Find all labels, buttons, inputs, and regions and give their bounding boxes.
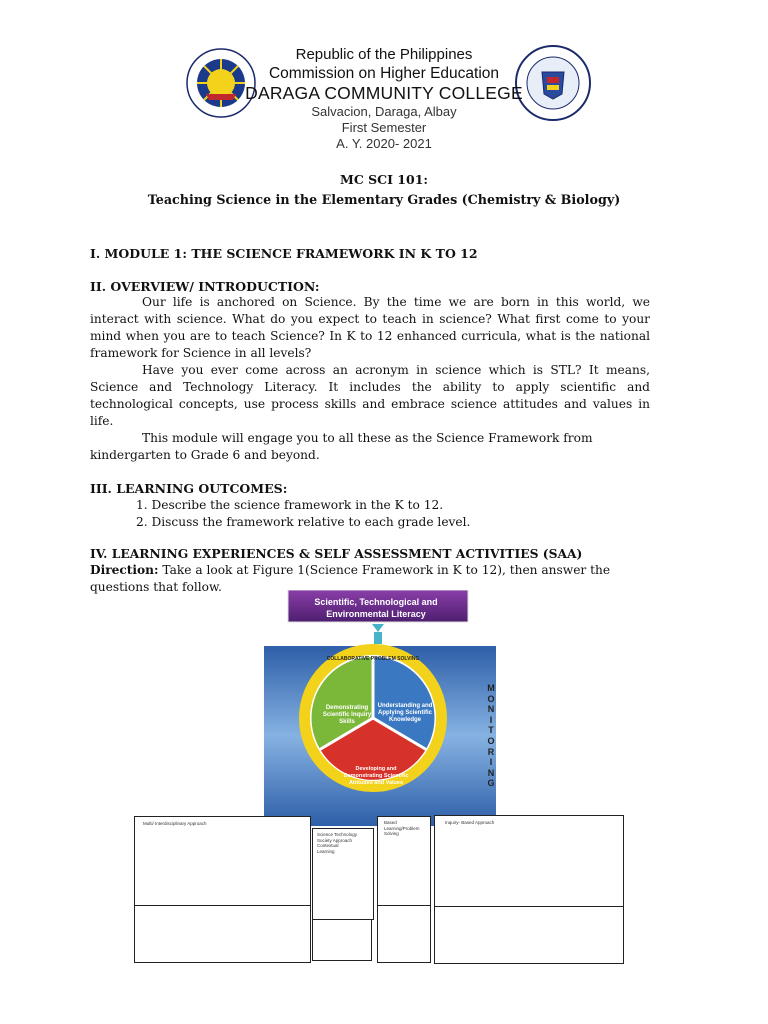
course-title: Teaching Science in the Elementary Grades (Chemistry & Biology) <box>147 192 621 207</box>
approach-box-label: Inquiry- Based Approach <box>445 820 495 825</box>
monitoring-letter: N <box>487 767 495 778</box>
monitoring-letter: R <box>487 746 495 757</box>
segment-red-label: Developing and Demonstrating Scientific Attitudes and Values <box>343 766 409 786</box>
outcome-item: 2. Discuss the framework relative to each grade level. <box>136 515 471 529</box>
course-code: MC SCI 101: <box>339 172 429 187</box>
approach-box-label: Based Learning/Problem Solving <box>384 820 420 836</box>
monitoring-letter: O <box>487 693 495 704</box>
direction-body: Take a look at Figure 1(Science Framework in K to 12), then answer the questions that follow. <box>90 563 611 594</box>
header-republic: Republic of the Philippines <box>295 46 473 63</box>
figure-ring-label: COLLABORATIVE PROBLEM SOLVING <box>326 656 420 662</box>
monitoring-letter: O <box>487 735 495 746</box>
segment-green-label: Demonstrating Scientific Inquiry Skills <box>322 705 372 725</box>
activities-heading: IV. LEARNING EXPERIENCES & SELF ASSESSMENT ACTIVITIES (SAA) <box>90 546 583 561</box>
outcome-item: 1. Describe the science framework in the K to 12. <box>136 498 444 512</box>
module-heading: I. MODULE 1: THE SCIENCE FRAMEWORK IN K TO 12 <box>90 246 478 261</box>
overview-paragraph-1: Our life is anchored on Science. By the time we are born in this world, we interact with science. What do you expect to teach in science? What first come to your mind when you are to teach Science? In K to 12 enhanced curricula, what is the national framework for Science in all levels? <box>90 295 650 360</box>
header-college-name: DARAGA COMMUNITY COLLEGE <box>245 83 523 103</box>
approach-box-inquiry <box>434 815 624 907</box>
outcomes-heading: III. LEARNING OUTCOMES: <box>90 481 288 496</box>
direction-label: Direction: <box>90 563 159 577</box>
approach-box-sts <box>312 828 374 920</box>
approach-box-empty <box>434 906 624 964</box>
overview-paragraph-3: This module will engage you to all these as the Science Framework from kindergarten to Grade 6 and beyond. <box>90 431 593 462</box>
segment-blue-label: Understanding and Applying Scientific Knowledge <box>377 703 433 723</box>
monitoring-label <box>486 683 496 789</box>
approach-box-problem <box>377 816 431 906</box>
overview-heading: II. OVERVIEW/ INTRODUCTION: <box>90 279 320 294</box>
monitoring-letter: M <box>487 683 495 693</box>
approach-box-label: Science Technology Society Approach Contextual Learning <box>317 832 357 854</box>
approach-box-empty <box>312 919 372 961</box>
header-ched: Commission on Higher Education <box>268 65 500 82</box>
header-address: Salvacion, Daraga, Albay <box>311 104 457 119</box>
monitoring-letter: I <box>489 714 493 725</box>
approach-box-multi <box>134 816 311 906</box>
figure-banner-text: Scientific, Technological and Environmental Literacy <box>314 597 438 619</box>
header-semester: First Semester <box>341 120 427 135</box>
approach-box-empty <box>377 905 431 963</box>
monitoring-letter: G <box>487 778 495 789</box>
header-academic-year: A. Y. 2020- 2021 <box>336 136 432 151</box>
monitoring-letter: I <box>489 757 493 768</box>
monitoring-letter: T <box>488 725 494 736</box>
overview-paragraph-2: Have you ever come across an acronym in science which is STL? It means, Science and Technology Literacy. It includes the ability to apply scientific and technological concepts, use process skills and embrace science attitudes and values in life. <box>90 363 650 428</box>
approach-box-empty <box>134 905 311 963</box>
monitoring-letter: N <box>487 704 495 715</box>
approach-box-label: Multi/ Interdisciplinary Approach <box>143 821 207 826</box>
